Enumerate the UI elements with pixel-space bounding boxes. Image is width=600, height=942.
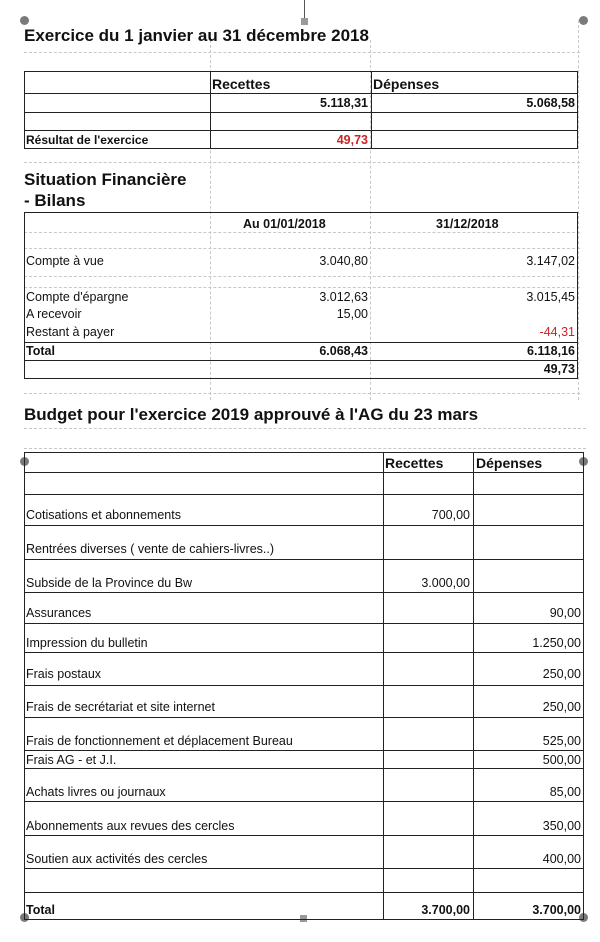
budget-col-recettes: Recettes <box>385 455 444 471</box>
situation-total-label: Total <box>26 344 55 358</box>
resize-handle[interactable] <box>579 16 588 25</box>
situation-label-2: A recevoir <box>26 307 82 321</box>
budget-depenses-3: 90,00 <box>549 606 581 620</box>
budget-total-recettes: 3.700,00 <box>421 903 470 917</box>
budget-label-4: Impression du bulletin <box>26 636 148 650</box>
situation-end-1: 3.015,45 <box>526 290 575 304</box>
col-header-end: 31/12/2018 <box>436 217 499 231</box>
situation-start-1: 3.012,63 <box>319 290 368 304</box>
budget-label-3: Assurances <box>26 606 92 620</box>
section-title-situation: Situation Financière <box>24 170 187 189</box>
section-subtitle-bilans: - Bilans <box>24 191 86 210</box>
recettes-total: 5.118,31 <box>320 96 368 110</box>
grid-line <box>24 448 586 449</box>
grid-line <box>578 20 579 400</box>
depenses-total: 5.068,58 <box>526 96 575 110</box>
budget-depenses-10: 350,00 <box>542 819 581 833</box>
budget-depenses-11: 400,00 <box>542 852 581 866</box>
grid-line <box>24 428 586 429</box>
grid-line <box>24 162 580 163</box>
budget-total-depenses: 3.700,00 <box>532 903 581 917</box>
situation-total-start: 6.068,43 <box>319 344 368 358</box>
grid-line <box>24 287 580 288</box>
grid-line <box>24 276 580 277</box>
budget-total-label: Total <box>26 903 55 917</box>
budget-label-8: Frais AG - et J.I. <box>26 753 117 767</box>
section-title-budget: Budget pour l'exercice 2019 approuvé à l'AG du 23 mars <box>24 405 479 424</box>
budget-label-6: Frais de secrétariat et site internet <box>26 700 215 714</box>
situation-label-1: Compte d'épargne <box>26 290 129 304</box>
situation-label-3: Restant à payer <box>26 325 115 339</box>
budget-depenses-4: 1.250,00 <box>532 636 581 650</box>
budget-recettes-2: 3.000,00 <box>421 576 470 590</box>
col-header-recettes: Recettes <box>212 76 271 92</box>
result-value: 49,73 <box>336 133 368 147</box>
anchor-line <box>304 0 305 20</box>
budget-label-5: Frais postaux <box>26 667 102 681</box>
budget-label-1: Rentrées diverses ( vente de cahiers-livres..) <box>26 542 275 556</box>
page-title: Exercice du 1 janvier au 31 décembre 2018 <box>24 26 369 45</box>
result-label: Résultat de l'exercice <box>26 133 149 147</box>
grid-line <box>24 393 580 394</box>
budget-label-10: Abonnements aux revues des cercles <box>26 819 235 833</box>
resize-handle[interactable] <box>301 18 308 25</box>
situation-total-end: 6.118,16 <box>527 344 575 358</box>
col-header-start: Au 01/01/2018 <box>243 217 326 231</box>
budget-depenses-7: 525,00 <box>542 734 581 748</box>
budget-depenses-9: 85,00 <box>549 785 581 799</box>
budget-depenses-8: 500,00 <box>542 753 581 767</box>
budget-label-7: Frais de fonctionnement et déplacement Bureau <box>26 734 293 748</box>
budget-col-depenses: Dépenses <box>476 455 543 471</box>
budget-depenses-6: 250,00 <box>542 700 581 714</box>
budget-depenses-5: 250,00 <box>542 667 581 681</box>
col-header-depenses: Dépenses <box>373 76 440 92</box>
situation-end-0: 3.147,02 <box>526 254 575 268</box>
grid-line <box>24 248 580 249</box>
grid-line <box>24 232 580 233</box>
budget-label-2: Subside de la Province du Bw <box>26 576 193 590</box>
situation-difference: 49,73 <box>543 362 575 376</box>
budget-label-0: Cotisations et abonnements <box>26 508 181 522</box>
grid-line <box>24 52 580 53</box>
situation-end-3: -44,31 <box>539 325 575 339</box>
situation-start-2: 15,00 <box>336 307 368 321</box>
situation-start-0: 3.040,80 <box>319 254 368 268</box>
budget-recettes-0: 700,00 <box>431 508 470 522</box>
budget-label-9: Achats livres ou journaux <box>26 785 166 799</box>
budget-label-11: Soutien aux activités des cercles <box>26 852 208 866</box>
resize-handle[interactable] <box>20 16 29 25</box>
situation-label-0: Compte à vue <box>26 254 104 268</box>
